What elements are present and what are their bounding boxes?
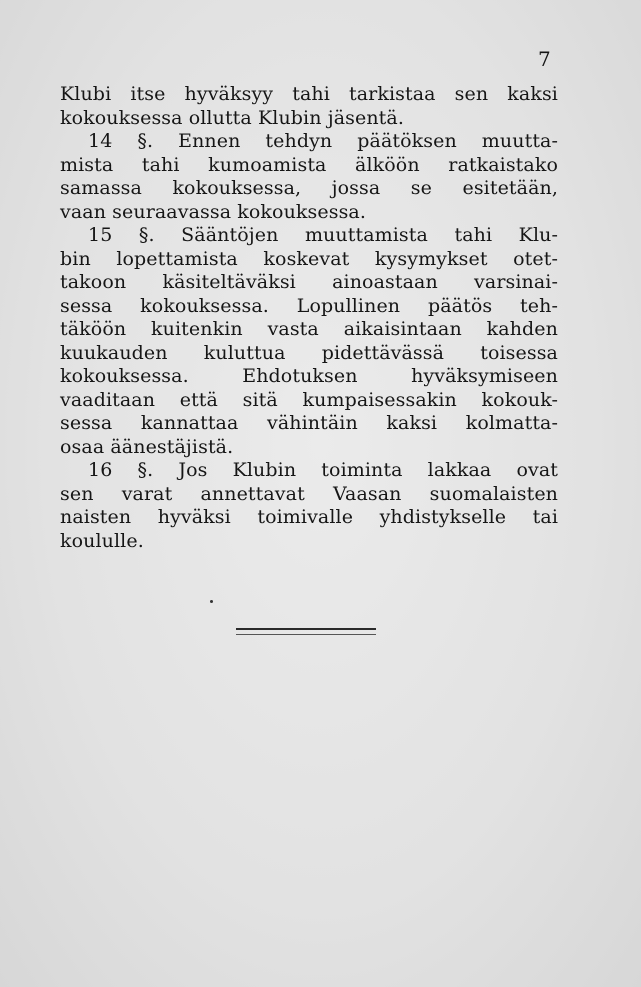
closing-rule	[236, 628, 376, 630]
text-line: samassa kokouksessa, jossa se esitetään,	[60, 177, 558, 199]
text-line: Klubi itse hyväksyy tahi tarkistaa sen kaksi	[60, 83, 558, 105]
text-line: täköön kuitenkin vasta aikaisintaan kahden	[60, 318, 558, 340]
text-line: vaan seuraavassa kokouksessa.	[60, 200, 366, 223]
text-line: koululle.	[60, 529, 144, 552]
text-line: bin lopettamista koskevat kysymykset otet-	[60, 247, 558, 270]
text-line: sessa kannattaa vähintäin kaksi kolmatta-	[60, 412, 558, 434]
text-line: mista tahi kumoamista älköön ratkaistako	[60, 153, 558, 176]
text-line: takoon käsiteltäväksi ainoastaan varsinai-	[60, 271, 558, 293]
text-line: naisten hyväksi toimivalle yhdistykselle tai	[60, 506, 558, 528]
print-speck	[210, 600, 213, 603]
section-15-line: 15 §. Sääntöjen muuttamista tahi Klu-	[88, 224, 558, 246]
text-line: kuukauden kuluttua pidettävässä toisessa	[60, 341, 558, 364]
section-14-line: 14 §. Ennen tehdyn päätöksen muutta-	[88, 130, 558, 152]
text-line: vaaditaan että sitä kumpaisessakin kokouk-	[60, 388, 558, 411]
page-number: 7	[538, 47, 551, 71]
text-line: osaa äänestäjistä.	[60, 435, 234, 458]
body-text	[60, 83, 558, 553]
text-line: sen varat annettavat Vaasan suomalaisten	[60, 482, 558, 505]
closing-rule-thin	[236, 634, 376, 635]
text-line: sessa kokouksessa. Lopullinen päätös teh-	[60, 294, 558, 317]
section-16-line: 16 §. Jos Klubin toiminta lakkaa ovat	[88, 459, 558, 481]
text-line: kokouksessa ollutta Klubin jäsentä.	[60, 106, 404, 129]
text-line: kokouksessa. Ehdotuksen hyväksymiseen	[60, 365, 558, 387]
